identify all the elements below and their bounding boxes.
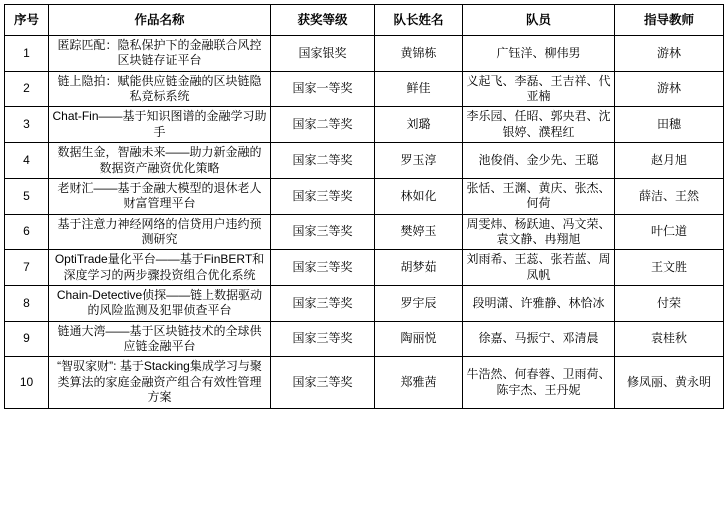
award-list-table: [4, 4, 724, 409]
cell-level: 国家三等奖: [271, 214, 375, 250]
cell-no: 5: [5, 178, 49, 214]
cell-leader: 罗宇辰: [375, 286, 463, 322]
column-header-title: 作品名称: [49, 5, 271, 36]
cell-level: 国家二等奖: [271, 143, 375, 179]
cell-members: 张恬、王渊、黄庆、张杰、何荷: [463, 178, 615, 214]
cell-leader: 刘璐: [375, 107, 463, 143]
cell-leader: 鲜佳: [375, 71, 463, 107]
cell-members: 牛浩然、何春蓉、卫雨荷、陈宇杰、王丹妮: [463, 357, 615, 408]
table-row: [5, 71, 724, 107]
cell-teacher: 付荣: [615, 286, 724, 322]
cell-leader: 罗玉淳: [375, 143, 463, 179]
table-row: [5, 286, 724, 322]
cell-title: 链通大湾——基于区块链技术的全球供应链金融平台: [49, 321, 271, 357]
cell-members: 刘雨希、王蕊、张若蓝、周凤帆: [463, 250, 615, 286]
cell-level: 国家银奖: [271, 36, 375, 72]
cell-title: 链上隐拍：赋能供应链金融的区块链隐私竞标系统: [49, 71, 271, 107]
cell-teacher: 袁桂秋: [615, 321, 724, 357]
column-header-members: 队员: [463, 5, 615, 36]
table-row: [5, 250, 724, 286]
cell-teacher: 赵月旭: [615, 143, 724, 179]
table-row: [5, 178, 724, 214]
cell-members: 广钰洋、柳伟男: [463, 36, 615, 72]
cell-level: 国家三等奖: [271, 178, 375, 214]
cell-no: 1: [5, 36, 49, 72]
cell-level: 国家二等奖: [271, 107, 375, 143]
table-row: [5, 143, 724, 179]
cell-leader: 林如化: [375, 178, 463, 214]
cell-leader: 胡梦茹: [375, 250, 463, 286]
cell-title: “智驭家财”: 基于Stacking集成学习与聚类算法的家庭金融资产组合有效性管理方案: [49, 357, 271, 408]
table-row: [5, 214, 724, 250]
cell-members: 池俊俏、金少先、王聪: [463, 143, 615, 179]
cell-teacher: 修凤丽、黄永明: [615, 357, 724, 408]
cell-title: Chain-Detective侦探——链上数据驱动的风险监测及犯罪侦查平台: [49, 286, 271, 322]
cell-members: 周雯炜、杨跃迪、冯文荣、袁文静、冉翔旭: [463, 214, 615, 250]
cell-no: 4: [5, 143, 49, 179]
cell-teacher: 叶仁道: [615, 214, 724, 250]
cell-leader: 黄锦栋: [375, 36, 463, 72]
table-row: [5, 107, 724, 143]
cell-title: Chat-Fin——基于知识图谱的金融学习助手: [49, 107, 271, 143]
cell-leader: 郑雅茜: [375, 357, 463, 408]
table-row: [5, 36, 724, 72]
cell-teacher: 田穗: [615, 107, 724, 143]
cell-leader: 樊婷玉: [375, 214, 463, 250]
cell-title: OptiTrade量化平台——基于FinBERT和深度学习的两步骤投资组合优化系统: [49, 250, 271, 286]
cell-members: 义起飞、李磊、王吉祥、代亚楠: [463, 71, 615, 107]
cell-title: 数据生金，智融未来——助力新金融的数据资产融资优化策略: [49, 143, 271, 179]
cell-no: 8: [5, 286, 49, 322]
column-header-teacher: 指导教师: [615, 5, 724, 36]
cell-members: 段明潇、许雅静、林恰冰: [463, 286, 615, 322]
cell-level: 国家三等奖: [271, 286, 375, 322]
column-header-leader: 队长姓名: [375, 5, 463, 36]
table-body: [5, 36, 724, 409]
cell-teacher: 游林: [615, 36, 724, 72]
cell-level: 国家三等奖: [271, 250, 375, 286]
cell-title: 基于注意力神经网络的信贷用户违约预测研究: [49, 214, 271, 250]
table-row: [5, 357, 724, 408]
column-header-level: 获奖等级: [271, 5, 375, 36]
cell-teacher: 王文胜: [615, 250, 724, 286]
cell-no: 3: [5, 107, 49, 143]
cell-leader: 陶丽悦: [375, 321, 463, 357]
cell-no: 10: [5, 357, 49, 408]
cell-title: 匿踪匹配：隐私保护下的金融联合风控区块链存证平台: [49, 36, 271, 72]
cell-members: 徐嘉、马振宁、邓清晨: [463, 321, 615, 357]
cell-level: 国家一等奖: [271, 71, 375, 107]
cell-teacher: 薛洁、王然: [615, 178, 724, 214]
table-header-row: [5, 5, 724, 36]
table-row: [5, 321, 724, 357]
cell-no: 7: [5, 250, 49, 286]
cell-no: 6: [5, 214, 49, 250]
cell-members: 李乐园、任昭、郭央君、沈银婷、濮程红: [463, 107, 615, 143]
cell-teacher: 游林: [615, 71, 724, 107]
cell-level: 国家三等奖: [271, 357, 375, 408]
cell-level: 国家三等奖: [271, 321, 375, 357]
cell-no: 2: [5, 71, 49, 107]
column-header-no: 序号: [5, 5, 49, 36]
cell-title: 老财汇——基于金融大模型的退休老人财富管理平台: [49, 178, 271, 214]
cell-no: 9: [5, 321, 49, 357]
